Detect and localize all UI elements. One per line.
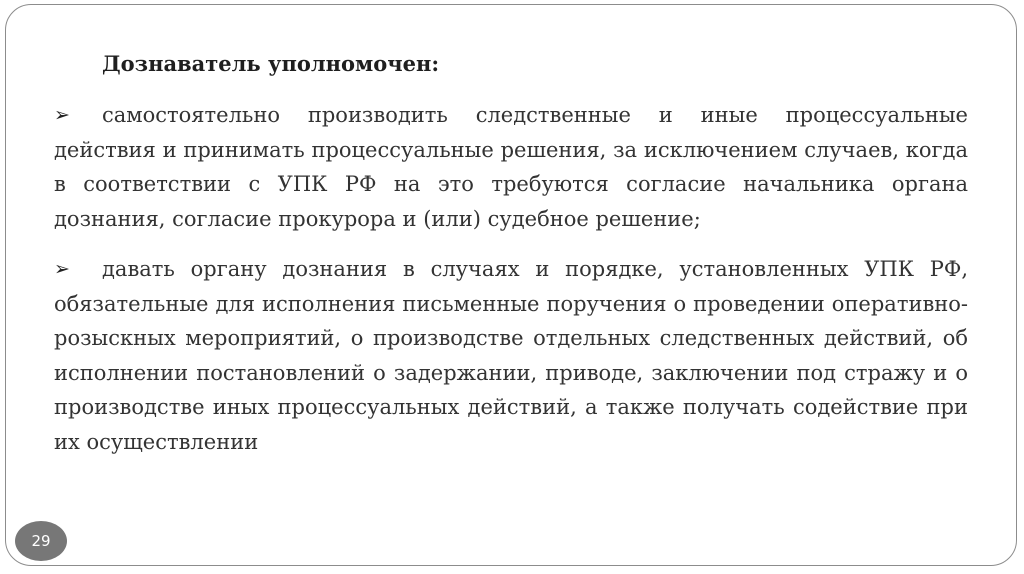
arrow-bullet-icon: ➢	[54, 104, 70, 126]
list-item	[54, 252, 968, 459]
slide-content	[54, 48, 968, 459]
page-number-badge: 29	[15, 521, 67, 561]
list-item-text: самостоятельно производить следственные и иные процессуальные действия и принимать процессуальные решения, за исключением случаев, когда в соответствии с УПК РФ на это требуются согласие начальника органа дознания, согласие прокурора и (или) судебное решение;	[54, 103, 968, 231]
arrow-bullet-icon: ➢	[54, 258, 70, 280]
list-item	[54, 98, 968, 236]
slide-heading: Дознаватель уполномочен:	[102, 51, 440, 76]
list-item-text: давать органу дознания в случаях и порядке, установленных УПК РФ, обязательные для исполнения письменные поручения о проведении оперативно-розыскных мероприятий, о производстве отдельных следственных действий, об исполнении постановлений о задержании, приводе, заключении под стражу и о производстве иных процессуальных действий, а также получать содействие при их осуществлении	[54, 257, 968, 454]
bullet-list	[54, 98, 968, 459]
